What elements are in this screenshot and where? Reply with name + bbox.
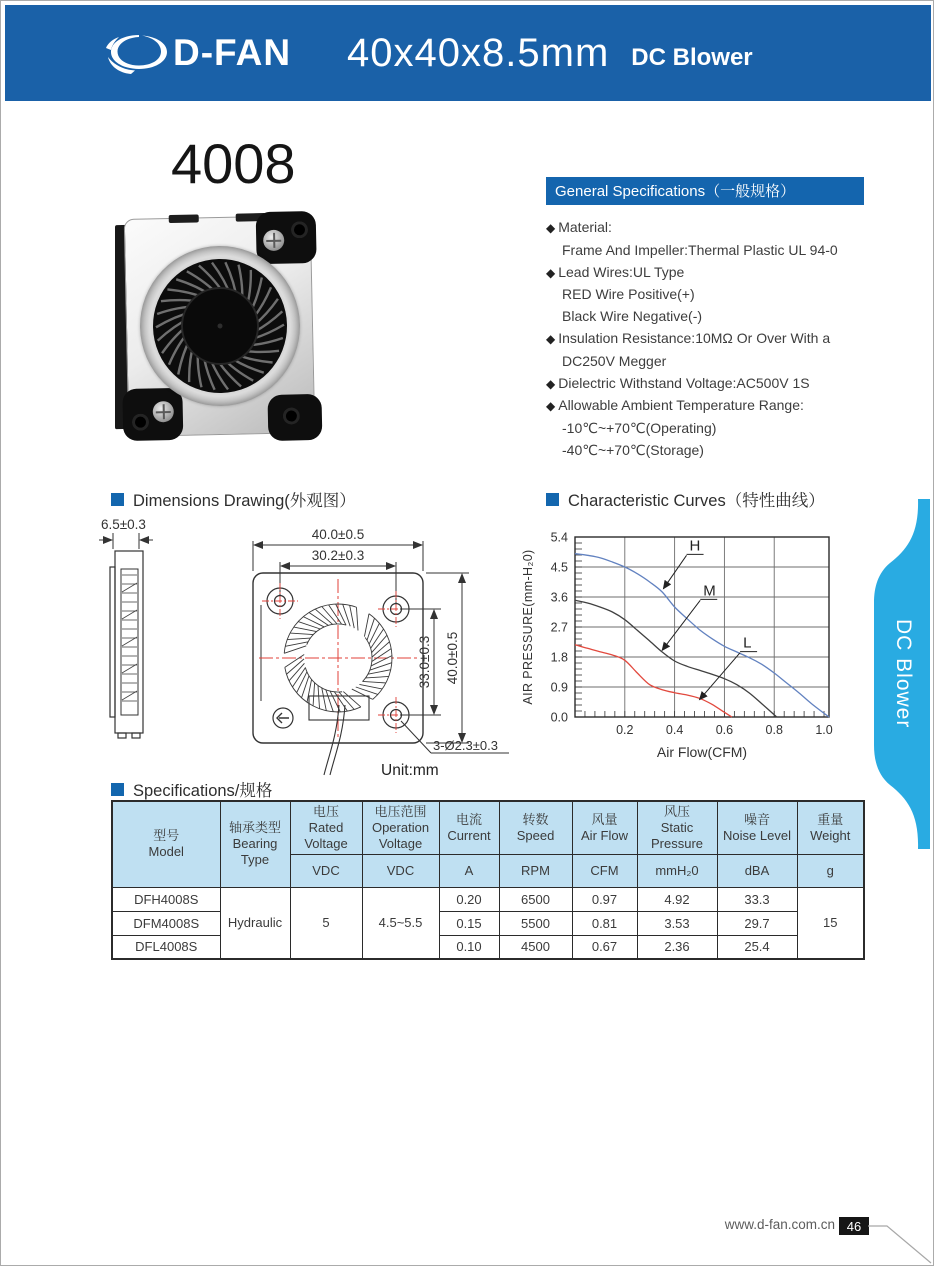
lead-wire	[324, 705, 339, 775]
dim-holes-callout: 3-Ø2.3±0.3	[433, 738, 498, 753]
svg-text:1.8: 1.8	[550, 650, 568, 665]
dim-unit-label: Unit:mm	[381, 762, 439, 779]
unit-rpm: RPM	[499, 854, 572, 887]
col-operation-voltage: 电压范围 Operation Voltage	[362, 801, 439, 854]
product-photo	[113, 213, 315, 443]
unit-vdc: VDC	[362, 854, 439, 887]
cell-rated-voltage: 5	[290, 887, 362, 959]
mount-hole	[291, 221, 308, 238]
general-specs-heading: General Specifications（一般规格）	[546, 177, 864, 205]
website-url: www.d-fan.com.cn	[724, 1217, 835, 1232]
col-current: 电流 Current	[439, 801, 499, 854]
screw-icon	[263, 230, 284, 251]
col-weight: 重量 Weight	[797, 801, 864, 854]
page-number-badge: 46	[839, 1217, 869, 1235]
corner-decoration	[867, 1207, 933, 1265]
unit-vdc: VDC	[290, 854, 362, 887]
svg-text:2.7: 2.7	[550, 620, 568, 635]
curve-L	[575, 645, 732, 717]
svg-text:0.6: 0.6	[715, 723, 734, 737]
col-model: 型号 Model	[112, 801, 220, 887]
col-speed: 转数 Speed	[499, 801, 572, 854]
fan-inlet-ring	[138, 244, 301, 407]
table-row: DFL4008S 0.10 4500 0.67 2.36 25.4	[112, 935, 864, 959]
curve-H	[575, 554, 829, 717]
spec-line: -10℃~+70℃(Operating)	[562, 420, 717, 437]
curve-label-M: M	[703, 582, 716, 600]
cell-bearing: Hydraulic	[220, 887, 290, 959]
header-banner	[5, 5, 931, 101]
spec-line: Black Wire Negative(-)	[562, 308, 703, 325]
fan-swoosh-icon	[105, 30, 171, 76]
svg-text:5.4: 5.4	[550, 530, 568, 545]
fan-frame	[124, 215, 316, 437]
curve-label-L: L	[743, 634, 752, 652]
dimensions-drawing	[93, 513, 513, 781]
product-size: 40x40x8.5mm	[347, 30, 610, 75]
dim-width: 40.0±0.5	[311, 527, 365, 542]
col-rated-voltage: 电压 Rated Voltage	[290, 801, 362, 854]
curve-label-H: H	[689, 537, 701, 555]
general-specs-list	[546, 217, 864, 462]
section-bullet-icon	[546, 493, 559, 506]
svg-text:0.0: 0.0	[550, 710, 568, 725]
dim-height: 40.0±0.5	[445, 631, 460, 685]
unit-g: g	[797, 854, 864, 887]
characteristic-curves-chart	[519, 521, 871, 772]
curves-section-title: Characteristic Curves（特性曲线）	[546, 487, 825, 511]
specifications-table	[111, 800, 865, 960]
col-static-pressure: 风压 Static Pressure	[637, 801, 717, 854]
svg-text:1.0: 1.0	[815, 723, 833, 737]
svg-text:0.2: 0.2	[616, 723, 634, 737]
diamond-bullet-icon: ◆	[546, 399, 556, 414]
diamond-bullet-icon: ◆	[546, 331, 556, 346]
svg-text:0.4: 0.4	[665, 723, 684, 737]
unit-dba: dBA	[717, 854, 797, 887]
svg-text:3.6: 3.6	[550, 590, 568, 605]
spec-line: ◆ Dielectric Withstand Voltage:AC500V 1S	[546, 374, 810, 391]
screw-icon	[153, 401, 174, 422]
unit-mmh2o: mmH₂0	[637, 854, 717, 887]
table-header-row	[112, 801, 864, 854]
mount-hole	[132, 413, 149, 430]
cell-operation-voltage: 4.5~5.5	[362, 887, 439, 959]
product-type: DC Blower	[631, 44, 753, 71]
cell-weight: 15	[797, 887, 864, 959]
diamond-bullet-icon: ◆	[546, 265, 556, 280]
dc-blower-side-tab	[874, 499, 930, 849]
spec-line: ◆ Allowable Ambient Temperature Range:	[546, 397, 804, 414]
table-row: DFM4008S 0.15 5500 0.81 3.53 29.7	[112, 911, 864, 935]
section-bullet-icon	[111, 783, 124, 796]
unit-cfm: CFM	[572, 854, 637, 887]
dim-hole-pitch-h: 30.2±0.3	[311, 548, 365, 563]
corner-pad	[267, 394, 322, 441]
side-view	[110, 551, 143, 738]
side-view-slats	[122, 575, 137, 701]
rotation-arrow-icon	[273, 708, 293, 728]
curve-M	[575, 600, 777, 717]
brand-name: D-FAN	[173, 32, 292, 73]
dim-thickness: 6.5±0.3	[101, 517, 146, 532]
brand-logo	[105, 30, 291, 76]
model-series-title: 4008	[171, 132, 296, 195]
cell-model: DFH4008S	[112, 887, 220, 911]
section-bullet-icon	[111, 493, 124, 506]
y-axis-label: AIR PRESSURE(mm-H₂0)	[521, 549, 535, 705]
unit-a: A	[439, 854, 499, 887]
general-specifications	[546, 177, 864, 462]
spec-line: ◆ Material:	[546, 219, 612, 235]
mount-hole	[283, 407, 300, 424]
spec-line: Frame And Impeller:Thermal Plastic UL 94-0	[562, 241, 838, 258]
diamond-bullet-icon: ◆	[546, 221, 556, 235]
spec-line: DC250V Megger	[562, 352, 667, 369]
impeller-graphic	[143, 249, 296, 402]
col-noise: 噪音 Noise Level	[717, 801, 797, 854]
spec-line: ◆ Lead Wires:UL Type	[546, 263, 685, 280]
dimensions-section-title: Dimensions Drawing(外观图）	[111, 487, 356, 511]
x-axis-label: Air Flow(CFM)	[656, 744, 748, 760]
svg-text:4.5: 4.5	[550, 560, 568, 575]
spec-line: RED Wire Positive(+)	[562, 286, 695, 303]
spec-line: ◆ Insulation Resistance:10MΩ Or Over With a	[546, 329, 831, 346]
col-air-flow: 风量 Air Flow	[572, 801, 637, 854]
svg-text:0.8: 0.8	[765, 723, 783, 737]
dim-hole-pitch-v: 33.0±0.3	[417, 635, 432, 689]
side-tab-label: DC Blower	[892, 619, 915, 729]
col-bearing: 轴承类型 Bearing Type	[220, 801, 290, 887]
svg-text:0.9: 0.9	[550, 680, 568, 695]
table-row: DFH4008S Hydraulic 5 4.5~5.5 0.20 6500 0.97 4.92 33.3 15	[112, 887, 864, 911]
diamond-bullet-icon: ◆	[546, 376, 556, 391]
spec-table-title: Specifications/规格	[111, 777, 272, 801]
spec-line: -40℃~+70℃(Storage)	[562, 441, 704, 458]
